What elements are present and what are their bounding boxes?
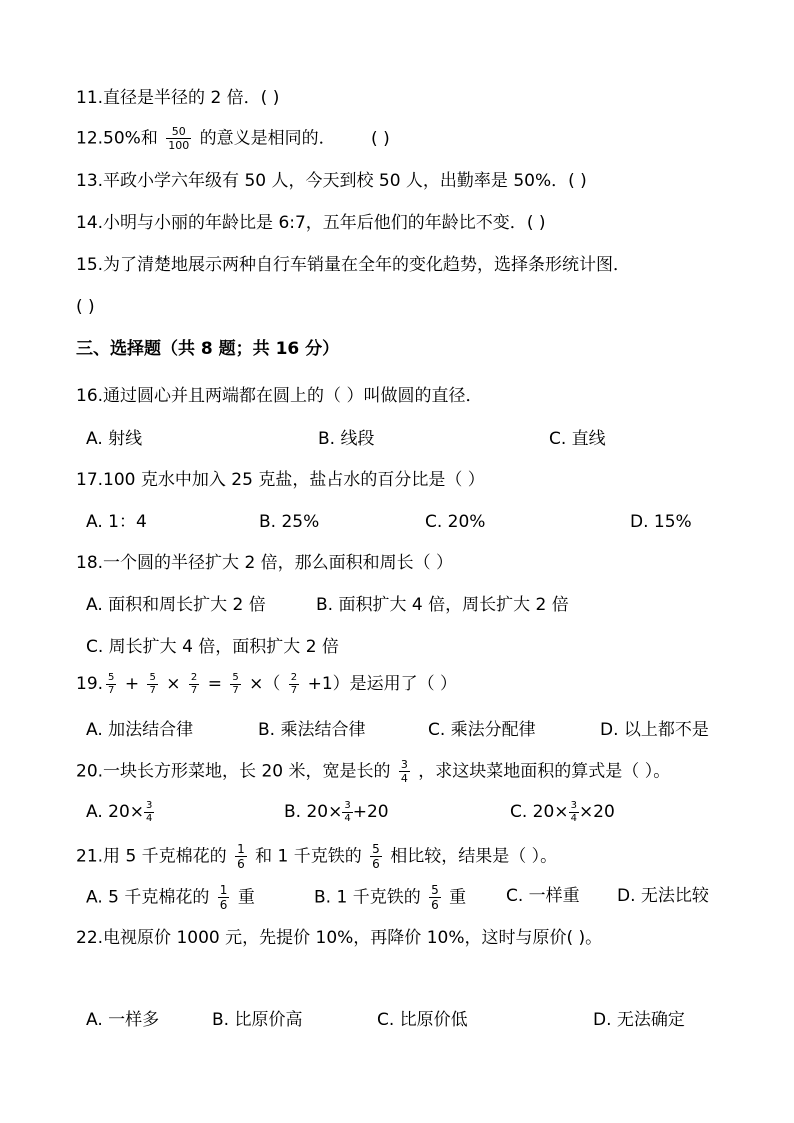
denominator: 4 bbox=[146, 812, 153, 824]
denominator: 4 bbox=[570, 812, 577, 824]
numerator: 1 bbox=[237, 842, 245, 856]
denominator: 100 bbox=[168, 139, 190, 152]
option-c[interactable]: C. 比原价低 bbox=[377, 1010, 468, 1030]
option-a[interactable] bbox=[86, 800, 154, 824]
option-text: A. 20× bbox=[86, 802, 145, 822]
option-a[interactable] bbox=[86, 884, 255, 911]
operator: × bbox=[166, 674, 181, 694]
denominator: 7 bbox=[232, 684, 239, 696]
question-15-blank-line bbox=[76, 295, 95, 319]
option-b[interactable]: B. 线段 bbox=[318, 429, 375, 449]
denominator: 7 bbox=[108, 684, 115, 696]
question-text: 15.为了清楚地展示两种自行车销量在全年的变化趋势，选择条形统计图． bbox=[76, 255, 631, 275]
question-20 bbox=[76, 759, 670, 784]
fraction bbox=[399, 759, 410, 784]
fraction bbox=[370, 843, 382, 870]
option-a[interactable]: A. 加法结合律 bbox=[86, 720, 194, 740]
question-18: 18.一个圆的半径扩大 2 倍，那么面积和周长（ ） bbox=[76, 553, 454, 573]
fraction bbox=[106, 673, 116, 696]
denominator: 6 bbox=[431, 898, 439, 912]
question-22: 22.电视原价 1000 元，先提价 10%，再降价 10%，这时与原价( )。 bbox=[76, 928, 603, 948]
question-text: ，求这块菜地面积的算式是（ ）。 bbox=[418, 761, 671, 782]
option-c[interactable] bbox=[510, 800, 615, 824]
option-text: B. 1 千克铁的 bbox=[314, 887, 421, 908]
option-b[interactable]: B. 面积扩大 4 倍，周长扩大 2 倍 bbox=[316, 595, 569, 615]
question-text: +1）是运用了（ ） bbox=[307, 674, 458, 694]
denominator: 7 bbox=[290, 684, 298, 696]
numerator: 5 bbox=[232, 671, 239, 683]
answer-blank[interactable]: ( ) bbox=[526, 213, 546, 233]
numerator: 2 bbox=[290, 671, 298, 683]
question-16: 16.通过圆心并且两端都在圆上的（ ）叫做圆的直径． bbox=[76, 386, 483, 406]
fraction bbox=[218, 884, 230, 911]
question-text: 13.平政小学六年级有 50 人，今天到校 50 人，出勤率是 50%． bbox=[76, 171, 569, 191]
fraction bbox=[342, 801, 352, 824]
fraction bbox=[289, 673, 299, 696]
answer-blank[interactable]: ( ) bbox=[260, 88, 280, 108]
option-d[interactable]: D. 以上都不是 bbox=[600, 720, 709, 740]
option-d[interactable]: D. 15% bbox=[630, 512, 692, 532]
denominator: 6 bbox=[372, 857, 380, 871]
fraction bbox=[230, 673, 240, 696]
denominator: 7 bbox=[190, 684, 198, 696]
numerator: 5 bbox=[108, 671, 115, 683]
numerator: 1 bbox=[219, 883, 228, 897]
option-b[interactable]: B. 25% bbox=[259, 512, 320, 532]
question-text: 20.一块长方形菜地，长 20 米，宽是长的 bbox=[76, 761, 391, 782]
answer-blank[interactable]: ( ) bbox=[76, 297, 95, 317]
fraction bbox=[569, 801, 579, 824]
option-b[interactable] bbox=[314, 884, 466, 911]
option-text: 重 bbox=[237, 887, 255, 908]
option-c[interactable]: C. 一样重 bbox=[506, 886, 580, 906]
fraction bbox=[166, 126, 191, 151]
option-text: B. 20× bbox=[284, 802, 343, 822]
option-a[interactable]: A. 1：4 bbox=[86, 512, 147, 532]
option-text: 重 bbox=[449, 887, 467, 908]
question-17: 17.100 克水中加入 25 克盐，盐占水的百分比是（ ） bbox=[76, 470, 485, 490]
numerator: 5 bbox=[149, 671, 156, 683]
option-c[interactable]: C. 周长扩大 4 倍，面积扩大 2 倍 bbox=[86, 637, 339, 657]
denominator: 4 bbox=[344, 812, 351, 824]
option-c[interactable]: C. 乘法分配律 bbox=[428, 720, 536, 740]
answer-blank[interactable]: ( ) bbox=[568, 171, 587, 191]
numerator: 3 bbox=[146, 799, 153, 811]
answer-blank[interactable]: ( ) bbox=[371, 128, 390, 149]
option-text: A. 5 千克棉花的 bbox=[86, 887, 210, 908]
question-number: 19. bbox=[76, 674, 104, 694]
denominator: 7 bbox=[149, 684, 156, 696]
question-21 bbox=[76, 843, 557, 870]
option-b[interactable]: B. 比原价高 bbox=[212, 1010, 303, 1030]
option-text: +20 bbox=[352, 802, 389, 822]
question-12 bbox=[76, 126, 390, 151]
option-a[interactable]: A. 射线 bbox=[86, 429, 143, 449]
question-15 bbox=[76, 253, 630, 277]
fraction bbox=[235, 843, 247, 870]
fraction bbox=[189, 673, 199, 696]
numerator: 5 bbox=[372, 842, 380, 856]
question-text: 的意义是相同的． bbox=[199, 128, 336, 149]
question-11 bbox=[76, 86, 279, 110]
numerator: 3 bbox=[570, 799, 577, 811]
option-b[interactable]: B. 乘法结合律 bbox=[258, 720, 366, 740]
option-c[interactable]: C. 20% bbox=[425, 512, 486, 532]
question-text: 14.小明与小丽的年龄比是 6:7，五年后他们的年龄比不变． bbox=[76, 213, 527, 233]
numerator: 2 bbox=[190, 671, 198, 683]
question-text: 和 1 千克铁的 bbox=[255, 846, 362, 867]
fraction bbox=[147, 673, 157, 696]
question-13 bbox=[76, 169, 587, 193]
option-text: C. 20× bbox=[510, 802, 569, 822]
option-text: ×20 bbox=[578, 802, 615, 822]
operator: ×（ bbox=[249, 674, 281, 694]
denominator: 6 bbox=[237, 857, 245, 871]
option-b[interactable] bbox=[284, 800, 389, 824]
denominator: 6 bbox=[219, 898, 228, 912]
numerator: 3 bbox=[344, 799, 351, 811]
question-text: 12.50%和 bbox=[76, 128, 158, 149]
fraction bbox=[429, 884, 441, 911]
section-heading: 三、选择题（共 8 题；共 16 分） bbox=[76, 339, 340, 359]
question-text: 相比较，结果是（ ）。 bbox=[390, 846, 558, 867]
denominator: 4 bbox=[400, 772, 408, 785]
question-19 bbox=[76, 672, 457, 696]
operator: + bbox=[124, 674, 140, 694]
operator: = bbox=[207, 674, 222, 694]
option-a[interactable]: A. 面积和周长扩大 2 倍 bbox=[86, 595, 266, 615]
numerator: 50 bbox=[171, 125, 186, 138]
numerator: 3 bbox=[400, 758, 408, 771]
option-d[interactable]: D. 无法比较 bbox=[617, 886, 709, 906]
numerator: 5 bbox=[431, 883, 439, 897]
question-text: 21.用 5 千克棉花的 bbox=[76, 846, 227, 867]
question-text: 11.直径是半径的 2 倍． bbox=[76, 88, 261, 108]
option-d[interactable]: D. 无法确定 bbox=[593, 1010, 685, 1030]
option-a[interactable]: A. 一样多 bbox=[86, 1010, 160, 1030]
fraction bbox=[144, 801, 154, 824]
question-14 bbox=[76, 211, 545, 235]
option-c[interactable]: C. 直线 bbox=[549, 429, 606, 449]
